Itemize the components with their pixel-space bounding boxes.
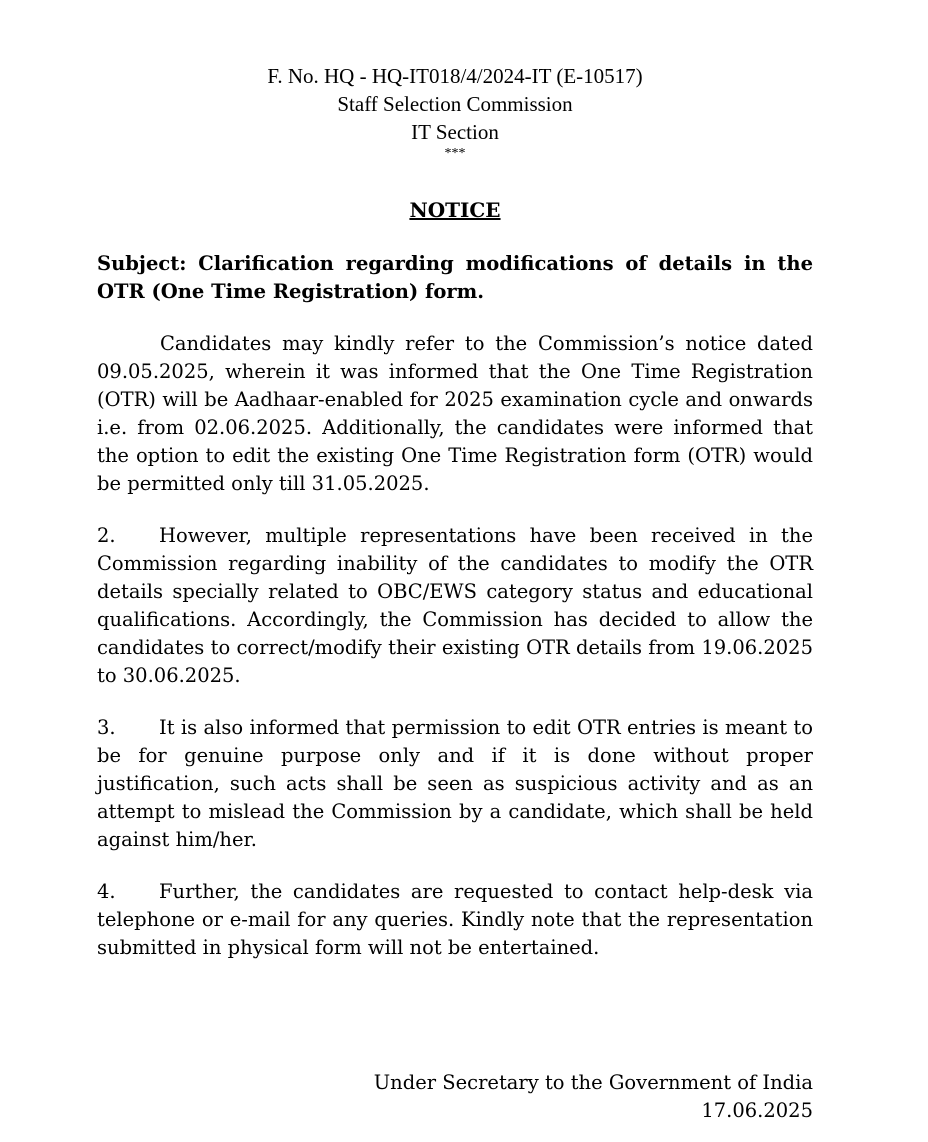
organization-name: Staff Selection Commission xyxy=(337,92,573,116)
paragraph-3 xyxy=(97,714,813,854)
paragraph-1-text: Candidates may kindly refer to the Commission’s notice dated 09.05.2025, wherein it was informed that the One Time Registration (OTR) will be Aadhaar-enabled for 2025 examination cycle and onwards i.e. from 02.06.2025. Additionally, the candidates were informed that the option to edit the existing One Time Registration form (OTR) would be permitted only till 31.05.2025. xyxy=(97,332,813,495)
notice-subject: Subject: Clarification regarding modifications of details in the OTR (One Time Registration) form. xyxy=(97,252,813,303)
section-name: IT Section xyxy=(411,120,499,144)
paragraph-4-number: 4. xyxy=(97,880,116,903)
signature-block xyxy=(374,1069,813,1125)
paragraph-2 xyxy=(97,522,813,690)
paragraph-4 xyxy=(97,878,813,962)
header-separator: *** xyxy=(444,146,466,161)
notice-document xyxy=(97,62,813,962)
paragraph-3-text: It is also informed that permission to edit OTR entries is meant to be for genuine purpose only and if it is done without proper justification, such acts shall be seen as suspicious activity and as an attempt to mislead the Commission by a candidate, which shall be held against him/her. xyxy=(97,716,813,851)
paragraph-1 xyxy=(97,330,813,498)
paragraph-3-number: 3. xyxy=(97,716,116,739)
paragraph-4-text: Further, the candidates are requested to contact help-desk via telephone or e-mail for any queries. Kindly note that the representation submitted in physical form will not be entertained. xyxy=(97,880,813,959)
paragraph-2-number: 2. xyxy=(97,524,116,547)
file-number: F. No. HQ - HQ-IT018/4/2024-IT (E-10517) xyxy=(267,64,643,88)
paragraph-2-text: However, multiple representations have been received in the Commission regarding inability of the candidates to modify the OTR details specially related to OBC/EWS category status and educational qualifications. Accordingly, the Commission has decided to allow the candidates to correct/modify their existing OTR details from 19.06.2025 to 30.06.2025. xyxy=(97,524,813,687)
signature-date: 17.06.2025 xyxy=(701,1099,813,1122)
document-header xyxy=(97,62,813,164)
notice-title: NOTICE xyxy=(409,198,501,222)
signatory-designation: Under Secretary to the Government of India xyxy=(373,1071,813,1094)
